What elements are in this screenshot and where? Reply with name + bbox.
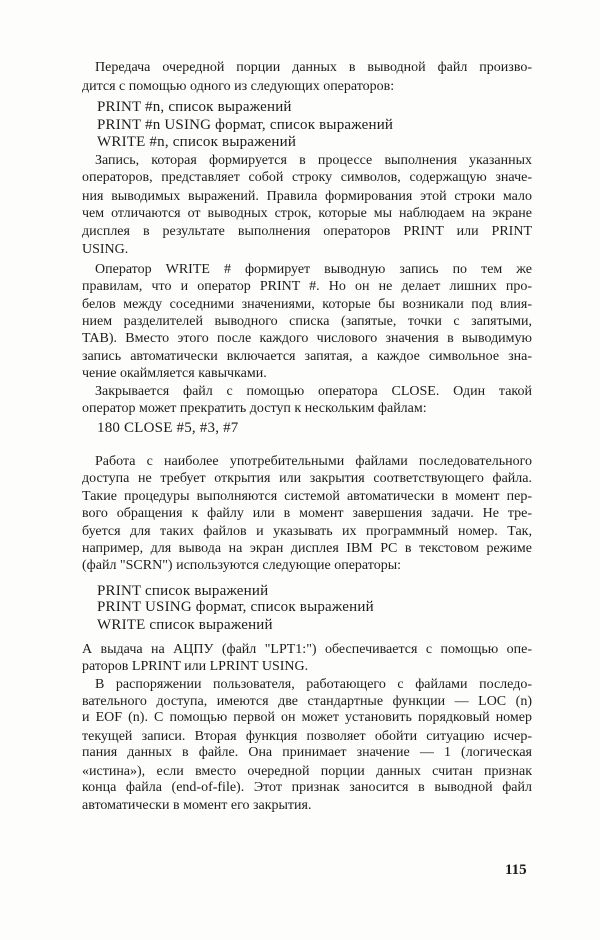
text-line: (файл "SCRN") используются следующие операторы: [82, 558, 402, 573]
text-line: пания данных в файле. Она принимает значение — 1 (логическая [82, 745, 532, 760]
text-line: дится с помощью одного из следующих операторов: [82, 79, 395, 94]
text-line: Запись, которая формируется в процессе выполнения указанных [95, 153, 532, 168]
text-line: Такие процедуры выполняются системой автоматически в момент пер- [82, 489, 532, 504]
text-line: правилам, что и оператор PRINT #. Но он не делает лишних про- [82, 279, 532, 294]
text-line: TAB). Вместо этого после каждого числового значения в выводимую [82, 331, 532, 346]
code-line: WRITE #n, список выражений [97, 134, 297, 150]
text-line: и EOF (n). С помощью первой он может установить порядковый номер [82, 710, 532, 725]
text-line: В распоряжении пользователя, работающего с файлами последо- [95, 677, 532, 692]
text-line: текущей записи. Вторая функция позволяет обойти ситуацию исчер- [82, 729, 532, 744]
code-line: PRINT список выражений [97, 583, 269, 599]
code-line: PRINT USING формат, список выражений [97, 599, 374, 615]
text-line: Передача очередной порции данных в выводной файл произво- [95, 60, 532, 75]
text-line: чение окаймляется кавычками. [82, 366, 267, 381]
text-line: чем отличаются от выводных строк, которые мы наблюдаем на экране [82, 206, 532, 221]
text-line: оператор может прекратить доступ к нескольким файлам: [82, 401, 427, 416]
page-number: 115 [505, 862, 527, 878]
text-line: вательного доступа, имеются две стандартные функции — LOC (n) [82, 694, 532, 709]
text-line: Работа с наиболее употребительными файлами последовательного [95, 454, 532, 469]
text-line: раторов LPRINT или LPRINT USING. [82, 659, 309, 674]
text-line: доступа не требует открытия или закрытия соответствующего файла. [82, 471, 532, 486]
text-line: буется для таких файлов и указывать их программный номер. Так, [82, 524, 532, 539]
code-line: PRINT #n USING формат, список выражений [97, 117, 394, 133]
text-line: ния выводимых выражений. Правила формирования этой строки мало [82, 189, 532, 204]
text-line: вого обращения к файлу или в момент завершения задачи. Не тре- [82, 506, 532, 521]
text-line: «истина»), если вместо очередной порции данных считан признак [82, 764, 532, 779]
text-line: запись автоматически включается запятая, а каждое символьное зна- [82, 349, 532, 364]
text-line: Закрывается файл с помощью оператора CLOSE. Один такой [95, 384, 532, 399]
text-line: А выдача на АЦПУ (файл "LPT1:") обеспечивается с помощью опе- [82, 642, 532, 657]
text-line: белов между соседними значениями, которые бы возникали под влия- [82, 297, 532, 312]
text-line: дисплея в результате выполнения операторов PRINT или PRINT [82, 224, 532, 239]
text-line: операторов, представляет собой строку символов, содержащую значе- [82, 170, 532, 185]
code-line: 180 CLOSE #5, #3, #7 [97, 420, 239, 436]
code-line: PRINT #n, список выражений [97, 99, 292, 115]
code-line: WRITE список выражений [97, 617, 273, 633]
text-line: USING. [82, 242, 129, 257]
text-line: конца файла (end-of-file). Этот признак заносится в выводной файл [82, 780, 532, 795]
text-line: нием разделителей выводного списка (запятые, точки с запятыми, [82, 314, 532, 329]
text-line: автоматически в момент его закрытия. [82, 798, 312, 813]
text-line: Оператор WRITE # формирует выводную запись по тем же [95, 262, 532, 277]
text-line: например, для вывода на экран дисплея IBM PC в текстовом режиме [82, 541, 532, 556]
